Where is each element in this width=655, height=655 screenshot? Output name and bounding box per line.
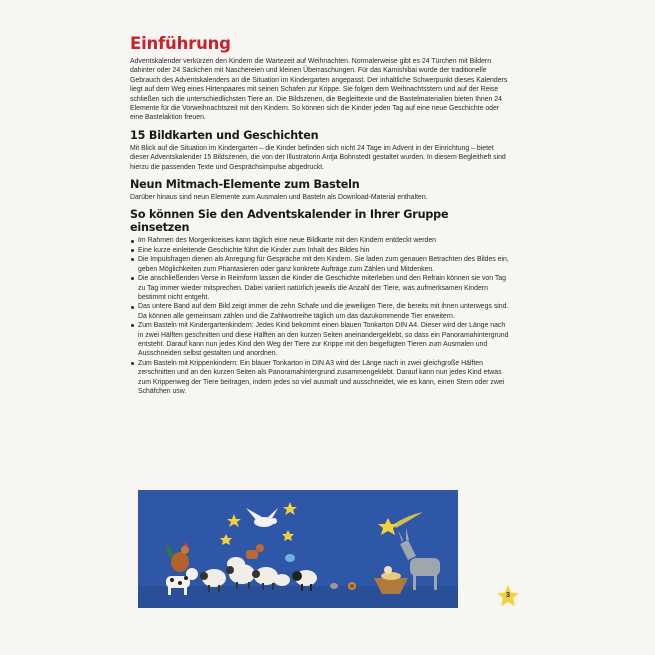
bird-icon [285, 554, 295, 562]
page-number-badge [496, 584, 520, 608]
usage-list [130, 236, 510, 396]
list-item: Im Rahmen des Morgenkreises kann täglich eine neue Bildkarte mit den Kindern entdeckt werden [130, 236, 510, 245]
page-title: Einführung [130, 34, 231, 53]
snail-icon [348, 582, 356, 590]
section-text-bildkarten: Mit Blick auf die Situation im Kindergarten – die Kinder befinden sich nicht 24 Tage im Advent in der Einrichtung – bietet dieser Adventskalender 15 Bildszenen, die von der Illustratorin Antja Bohnstedt gestaltet wurden. In diesem Begleitheft sind hierzu die passenden Texte und Gesprächsimpulse abgedruckt. [130, 144, 506, 171]
list-item: Eine kurze einleitende Geschichte führt die Kinder zum Inhalt des Bildes hin [130, 246, 510, 255]
section-heading-mitmach: Neun Mitmach-Elemente zum Basteln [130, 178, 360, 192]
small-sheep-icon [274, 574, 290, 586]
list-item: Das untere Band auf dem Bild zeigt immer die zehn Schafe und die jeweiligen Tiere, die bereits mit ihnen unterwegs sind. Da können alle gemeinsam zählen und die Zahlwortreihe täglich um das dazukommende Tier erweitern. [130, 302, 510, 321]
list-item: Die anschließenden Verse in Reimform lassen die Kinder die Geschichte miterleben und den Refrain können sie von Tag zu Tag immer wieder mitsprechen. Dabei variiert natürlich jeweils die Anzahl der Tiere, was aufmerksamen Kindern bestimmt nicht entgeht. [130, 274, 510, 302]
section-heading-bildkarten: 15 Bildkarten und Geschichten [130, 128, 319, 142]
advent-panorama-illustration [138, 490, 458, 608]
document-page [130, 30, 510, 396]
list-item: Zum Basteln mit Kindergartenkindern: Jedes Kind bekommt einen blauen Tonkarton DIN A4. Dieser wird der Länge nach in zwei Hälften geschnitten und diese Hälften an den kurzen Seiten aneinandergeklebt, so dass ein Panoramahintergrund entsteht. Darauf kann nun jedes Kind den Weg der Tiere zur Krippe mit den beigefügten Tieren zum Ausmalen und Ausschneiden selbst gestalten und anordnen. [130, 321, 510, 359]
section-text-mitmach: Darüber hinaus sind neun Elemente zum Ausmalen und Basteln als Download-Material enthalten. [130, 194, 428, 202]
page-number: 3 [505, 590, 511, 599]
intro-paragraph: Adventskalender verkürzen den Kindern die Wartezeit auf Weihnachten. Normalerweise gibt es 24 Türchen mit Bildern dahinter oder 24 Säckchen mit Naschereien und kleinen Überraschungen. Für das Kamishibai wurde der traditionelle Gebrauch des Adventskalenders an die Situation im Kindergarten angepasst. Der inhaltliche Schwerpunkt dieses Kalenders liegt auf dem Weg eines Hirtenpaares mit seinen Schafen zur Krippe. Sie folgen dem Weihnachtsstern und auf der Reise schließen sich die unterschiedlichsten Tiere an. Die Bildszenen, die Begleittexte und die Bastelmaterialien bieten Ihnen 24 Elemente für die Vorweihnachtszeit mit den Kindern. So können sich die Kinder jeden Tag auf eine neue Geschichte oder eine Bastelaktion freuen. [130, 58, 508, 122]
section-heading-einsetzen: So können Sie den Adventskalender in Ihrer Gruppe einsetzen [130, 208, 449, 235]
list-item: Die Impulsfragen dienen als Anregung für Gespräche mit den Kindern. Sie laden zum genauen Betrachten des Bildes ein, geben Möglichkeiten zum Phantasieren oder ganz konkrete Aufträge zum Zählen und Mitdenken. [130, 255, 510, 274]
list-item: Zum Basteln mit Krippenkindern: Ein blauer Tonkarton in DIN A3 wird der Länge nach in zwei gleichgroße Hälften zerschnitten und an den kurzen Seiten als Panoramahintergrund zusammengeklebt. Darauf kann nun jedes Kind etwas zum Krippenweg der Tiere beitragen, indem jedes so viel ausmalt und ausschneidet, wie es kann, einen Stern oder zwei Schäfchen usw. [130, 359, 510, 397]
mouse-icon [330, 583, 338, 589]
